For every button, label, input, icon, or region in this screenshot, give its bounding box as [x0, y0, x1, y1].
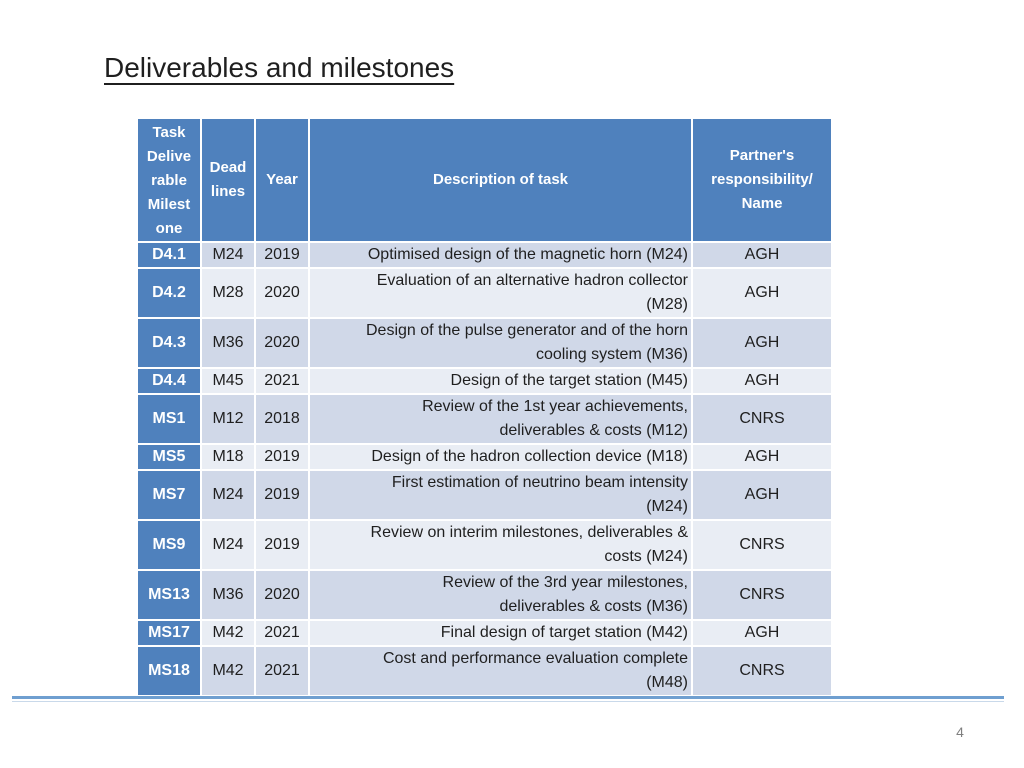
description-line: Cost and performance evaluation complete [382, 650, 688, 667]
header-partner: Partner's responsibility/ Name [692, 118, 832, 242]
description-line: Review on interim milestones, deliverables & [370, 524, 688, 541]
table-row [137, 570, 832, 620]
description-line: deliverables & costs (M36) [499, 598, 688, 615]
description-cell [309, 444, 692, 470]
deadline-cell: M42 [201, 646, 255, 696]
partner-cell: AGH [692, 444, 832, 470]
table-row [137, 620, 832, 646]
description-line: Review of the 3rd year milestones, [442, 574, 688, 591]
description-line: Review of the 1st year achievements, [422, 398, 688, 415]
partner-cell: AGH [692, 620, 832, 646]
year-cell: 2021 [255, 368, 309, 394]
header-description: Description of task [309, 118, 692, 242]
description-line: (M28) [646, 296, 688, 313]
table-row [137, 368, 832, 394]
year-cell: 2020 [255, 268, 309, 318]
description-line: Evaluation of an alternative hadron collector [376, 272, 688, 289]
table-row [137, 268, 832, 318]
partner-cell: CNRS [692, 394, 832, 444]
description-cell [309, 620, 692, 646]
partner-cell: CNRS [692, 570, 832, 620]
deadline-cell: M36 [201, 570, 255, 620]
description-line: costs (M24) [604, 548, 688, 565]
partner-cell: AGH [692, 268, 832, 318]
description-line: deliverables & costs (M12) [499, 422, 688, 439]
deliverable-id-cell: MS5 [137, 444, 201, 470]
partner-cell: CNRS [692, 646, 832, 696]
deliverable-id-cell: MS7 [137, 470, 201, 520]
description-line: Optimised design of the magnetic horn (M24) [367, 246, 688, 263]
deadline-cell: M42 [201, 620, 255, 646]
deadline-cell: M24 [201, 242, 255, 268]
deliverable-id-cell: MS9 [137, 520, 201, 570]
deadline-cell: M24 [201, 520, 255, 570]
year-cell: 2018 [255, 394, 309, 444]
description-cell [309, 570, 692, 620]
deadline-cell: M36 [201, 318, 255, 368]
year-cell: 2019 [255, 242, 309, 268]
year-cell: 2019 [255, 470, 309, 520]
partner-cell: AGH [692, 470, 832, 520]
partner-cell: AGH [692, 318, 832, 368]
deliverable-id-cell: D4.1 [137, 242, 201, 268]
partner-cell: AGH [692, 368, 832, 394]
description-cell [309, 268, 692, 318]
slide-title: Deliverables and milestones [104, 52, 455, 83]
deliverable-id-cell: D4.3 [137, 318, 201, 368]
description-line: (M24) [646, 498, 688, 515]
deliverable-id-cell: MS17 [137, 620, 201, 646]
deadline-cell: M24 [201, 470, 255, 520]
deliverable-id-cell: MS18 [137, 646, 201, 696]
description-line: (M48) [646, 674, 688, 691]
deliverable-id-cell: D4.2 [137, 268, 201, 318]
description-line: Final design of target station (M42) [440, 624, 688, 641]
description-cell [309, 318, 692, 368]
table-row [137, 520, 832, 570]
deadline-cell: M12 [201, 394, 255, 444]
page-number: 4 [956, 724, 964, 740]
header-year: Year [255, 118, 309, 242]
table-row [137, 394, 832, 444]
table-row [137, 318, 832, 368]
table-row [137, 470, 832, 520]
year-cell: 2021 [255, 620, 309, 646]
year-cell: 2019 [255, 520, 309, 570]
partner-cell: AGH [692, 242, 832, 268]
deliverables-table [136, 117, 833, 697]
year-cell: 2020 [255, 570, 309, 620]
header-deadlines: Dead lines [201, 118, 255, 242]
deadline-cell: M28 [201, 268, 255, 318]
description-cell [309, 520, 692, 570]
description-line: Design of the hadron collection device (M18) [371, 448, 688, 465]
description-cell [309, 394, 692, 444]
deadline-cell: M45 [201, 368, 255, 394]
deliverable-id-cell: D4.4 [137, 368, 201, 394]
table-row [137, 444, 832, 470]
description-cell [309, 242, 692, 268]
description-line: Design of the pulse generator and of the horn [366, 322, 688, 339]
table-header-row [137, 118, 832, 242]
year-cell: 2021 [255, 646, 309, 696]
table-row [137, 646, 832, 696]
deliverable-id-cell: MS13 [137, 570, 201, 620]
description-line: Design of the target station (M45) [450, 372, 688, 389]
table-body [137, 242, 832, 696]
year-cell: 2019 [255, 444, 309, 470]
description-cell [309, 646, 692, 696]
deliverable-id-cell: MS1 [137, 394, 201, 444]
description-line: cooling system (M36) [535, 346, 688, 363]
description-line: First estimation of neutrino beam intensity [391, 474, 688, 491]
description-cell [309, 368, 692, 394]
description-cell [309, 470, 692, 520]
footer-divider-light [12, 701, 1004, 702]
deadline-cell: M18 [201, 444, 255, 470]
footer-divider [12, 696, 1004, 699]
table-row [137, 242, 832, 268]
year-cell: 2020 [255, 318, 309, 368]
header-task-deliverable-milestone: Task Delive rable Milest one [137, 118, 201, 242]
partner-cell: CNRS [692, 520, 832, 570]
